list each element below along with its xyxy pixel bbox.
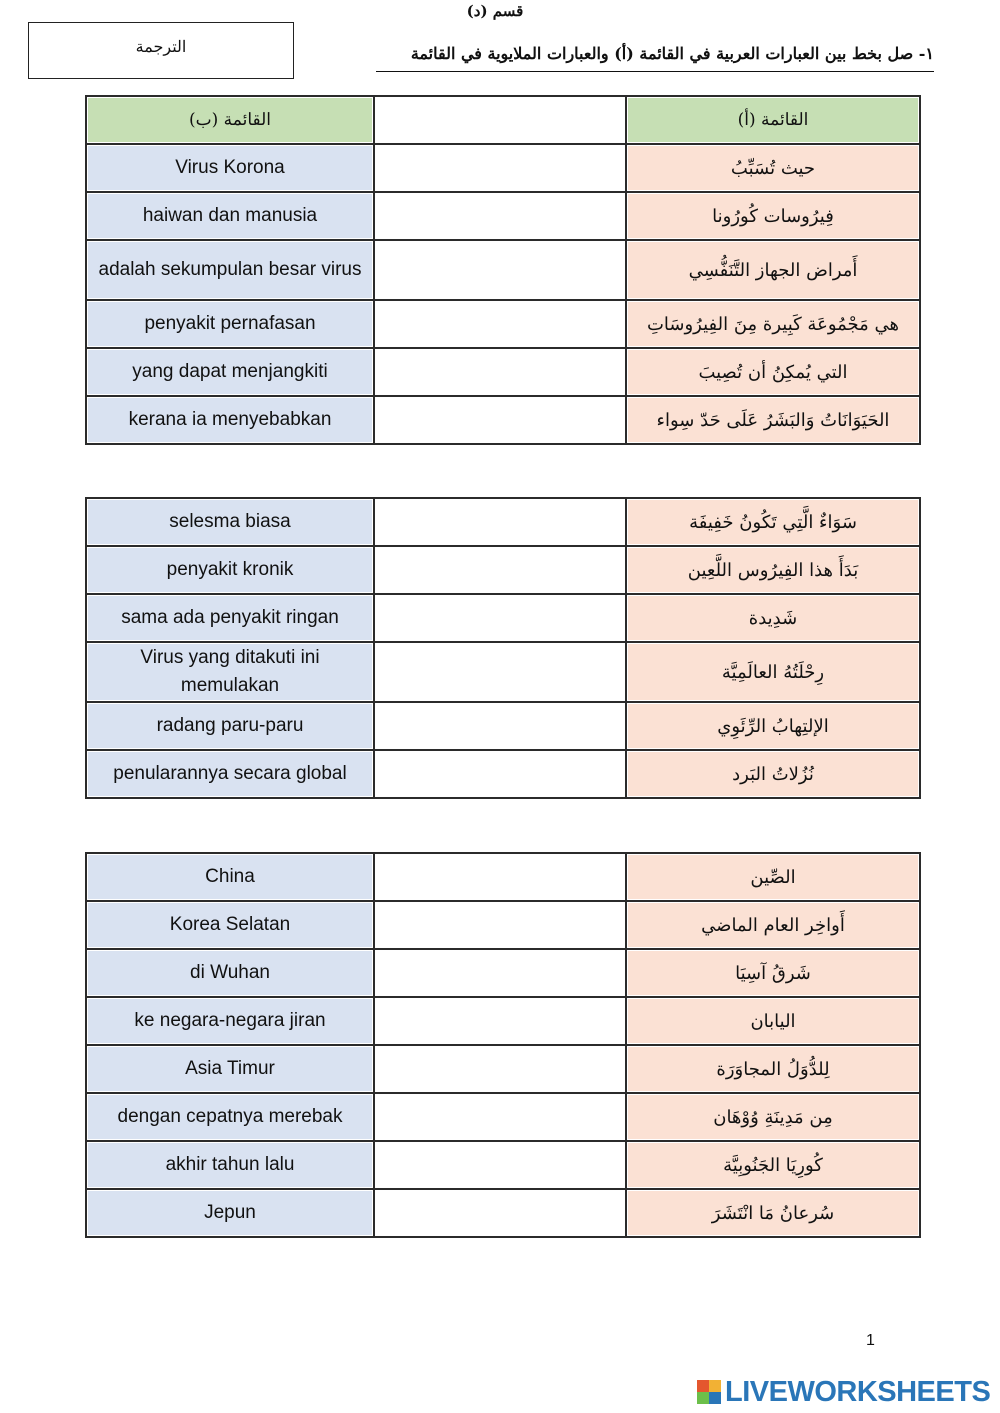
- column-header-list-a: القائمة (أ): [626, 96, 920, 144]
- list-b-item[interactable]: kerana ia menyebabkan: [86, 396, 374, 444]
- matching-area[interactable]: [374, 997, 626, 1045]
- matching-area[interactable]: [374, 949, 626, 997]
- matching-area[interactable]: [374, 300, 626, 348]
- table-row: [86, 1189, 920, 1237]
- list-a-item[interactable]: التي يُمكِنُ أن تُصِيبَ: [626, 348, 920, 396]
- table-row: [86, 498, 920, 546]
- list-a-item[interactable]: كُورِيَا الجَنُوبِيَّة: [626, 1141, 920, 1189]
- table-row: [86, 949, 920, 997]
- matching-area[interactable]: [374, 1141, 626, 1189]
- logo-square-1: [697, 1380, 709, 1392]
- list-b-item[interactable]: penyakit kronik: [86, 546, 374, 594]
- table-row: [86, 997, 920, 1045]
- matching-table-1: [85, 95, 921, 445]
- liveworksheets-logo[interactable]: [697, 1375, 990, 1409]
- list-a-item[interactable]: بَدَأَ هذا الفِيرُوس اللَّعِين: [626, 546, 920, 594]
- list-b-item[interactable]: penyakit pernafasan: [86, 300, 374, 348]
- list-a-item[interactable]: سَوَاءٌ الَّتِي تَكُونُ خَفِيفَة: [626, 498, 920, 546]
- list-a-item[interactable]: الصِّين: [626, 853, 920, 901]
- table-row: [86, 240, 920, 300]
- page-number: 1: [866, 1332, 875, 1349]
- list-a-item[interactable]: الإلتِهابُ الرِّئَوِي: [626, 702, 920, 750]
- matching-area[interactable]: [374, 240, 626, 300]
- matching-area[interactable]: [374, 498, 626, 546]
- matching-area[interactable]: [374, 546, 626, 594]
- list-b-item[interactable]: Korea Selatan: [86, 901, 374, 949]
- translation-box-label: الترجمة: [135, 37, 187, 56]
- list-b-item[interactable]: di Wuhan: [86, 949, 374, 997]
- list-b-item[interactable]: ke negara-negara jiran: [86, 997, 374, 1045]
- matching-area[interactable]: [374, 594, 626, 642]
- list-a-item[interactable]: أَمراض الجهاز التَّنَفُّسِي: [626, 240, 920, 300]
- matching-table-2: [85, 497, 921, 799]
- table-row: [86, 642, 920, 702]
- matching-area[interactable]: [374, 144, 626, 192]
- table-body: [86, 853, 920, 1237]
- list-b-item[interactable]: Jepun: [86, 1189, 374, 1237]
- list-b-item[interactable]: China: [86, 853, 374, 901]
- matching-area[interactable]: [374, 348, 626, 396]
- matching-area[interactable]: [374, 1189, 626, 1237]
- matching-area[interactable]: [374, 901, 626, 949]
- answer-column-header: [374, 96, 626, 144]
- logo-square-2: [709, 1380, 721, 1392]
- list-b-item[interactable]: Virus Korona: [86, 144, 374, 192]
- translation-box: [28, 22, 294, 79]
- list-a-item[interactable]: لِلدُّوَلُ المجاوَرَة: [626, 1045, 920, 1093]
- table-row: [86, 750, 920, 798]
- table-body: [86, 144, 920, 444]
- matching-area[interactable]: [374, 1093, 626, 1141]
- list-a-item[interactable]: هي مَجْمُوعَة كَبِيرة مِنَ الفِيرُوسَاتِ: [626, 300, 920, 348]
- logo-square-3: [697, 1392, 709, 1404]
- instruction-heading: ١- صل بخط بين العبارات العربية في القائمة (أ) والعبارات الملايوية في القائمة: [376, 44, 934, 72]
- list-b-item[interactable]: yang dapat menjangkiti: [86, 348, 374, 396]
- section-label: قسم (د): [466, 2, 524, 20]
- list-a-item[interactable]: سُرعانُ مَا انْتَشَرَ: [626, 1189, 920, 1237]
- list-a-item[interactable]: أَواخِر العام الماضي: [626, 901, 920, 949]
- matching-area[interactable]: [374, 702, 626, 750]
- list-a-item[interactable]: الحَيَوَانَاتُ وَالبَشَرُ عَلَى حَدّ سِواء: [626, 396, 920, 444]
- table-row: [86, 1141, 920, 1189]
- list-b-item[interactable]: akhir tahun lalu: [86, 1141, 374, 1189]
- table-row: [86, 853, 920, 901]
- list-a-item[interactable]: اليابان: [626, 997, 920, 1045]
- list-b-item[interactable]: radang paru-paru: [86, 702, 374, 750]
- brand-name: LIVEWORKSHEETS: [725, 1375, 991, 1408]
- list-b-item[interactable]: penularannya secara global: [86, 750, 374, 798]
- list-a-item[interactable]: فِيرُوسات كُورُونا: [626, 192, 920, 240]
- list-b-item[interactable]: dengan cepatnya merebak: [86, 1093, 374, 1141]
- table-row: [86, 546, 920, 594]
- matching-area[interactable]: [374, 192, 626, 240]
- table-row: [86, 348, 920, 396]
- list-b-item[interactable]: haiwan dan manusia: [86, 192, 374, 240]
- table-row: [86, 1045, 920, 1093]
- matching-area[interactable]: [374, 1045, 626, 1093]
- list-b-item[interactable]: sama ada penyakit ringan: [86, 594, 374, 642]
- list-b-item[interactable]: adalah sekumpulan besar virus: [86, 240, 374, 300]
- table-row: [86, 300, 920, 348]
- table-row: [86, 594, 920, 642]
- matching-area[interactable]: [374, 642, 626, 702]
- list-a-item[interactable]: حيث تُسَبِّبُ: [626, 144, 920, 192]
- table-row: [86, 702, 920, 750]
- table-row: [86, 144, 920, 192]
- list-a-item[interactable]: شَرقُ آسِيَا: [626, 949, 920, 997]
- list-a-item[interactable]: نُزُلاتُ البَرد: [626, 750, 920, 798]
- list-b-item[interactable]: selesma biasa: [86, 498, 374, 546]
- list-a-item[interactable]: رِحْلَتُهُ العالَمِيَّة: [626, 642, 920, 702]
- table-row: [86, 396, 920, 444]
- logo-grid-icon: [697, 1380, 721, 1404]
- column-header-list-b: القائمة (ب): [86, 96, 374, 144]
- table-body: [86, 498, 920, 798]
- table-row: [86, 901, 920, 949]
- list-b-item[interactable]: Asia Timur: [86, 1045, 374, 1093]
- matching-area[interactable]: [374, 750, 626, 798]
- list-a-item[interactable]: شَدِيدة: [626, 594, 920, 642]
- matching-area[interactable]: [374, 853, 626, 901]
- table-row: [86, 192, 920, 240]
- matching-area[interactable]: [374, 396, 626, 444]
- list-b-item[interactable]: Virus yang ditakuti ini memulakan: [86, 642, 374, 702]
- table-row: [86, 1093, 920, 1141]
- list-a-item[interactable]: مِن مَدِينَةِ وُوْهَان: [626, 1093, 920, 1141]
- matching-table-3: [85, 852, 921, 1238]
- logo-square-4: [709, 1392, 721, 1404]
